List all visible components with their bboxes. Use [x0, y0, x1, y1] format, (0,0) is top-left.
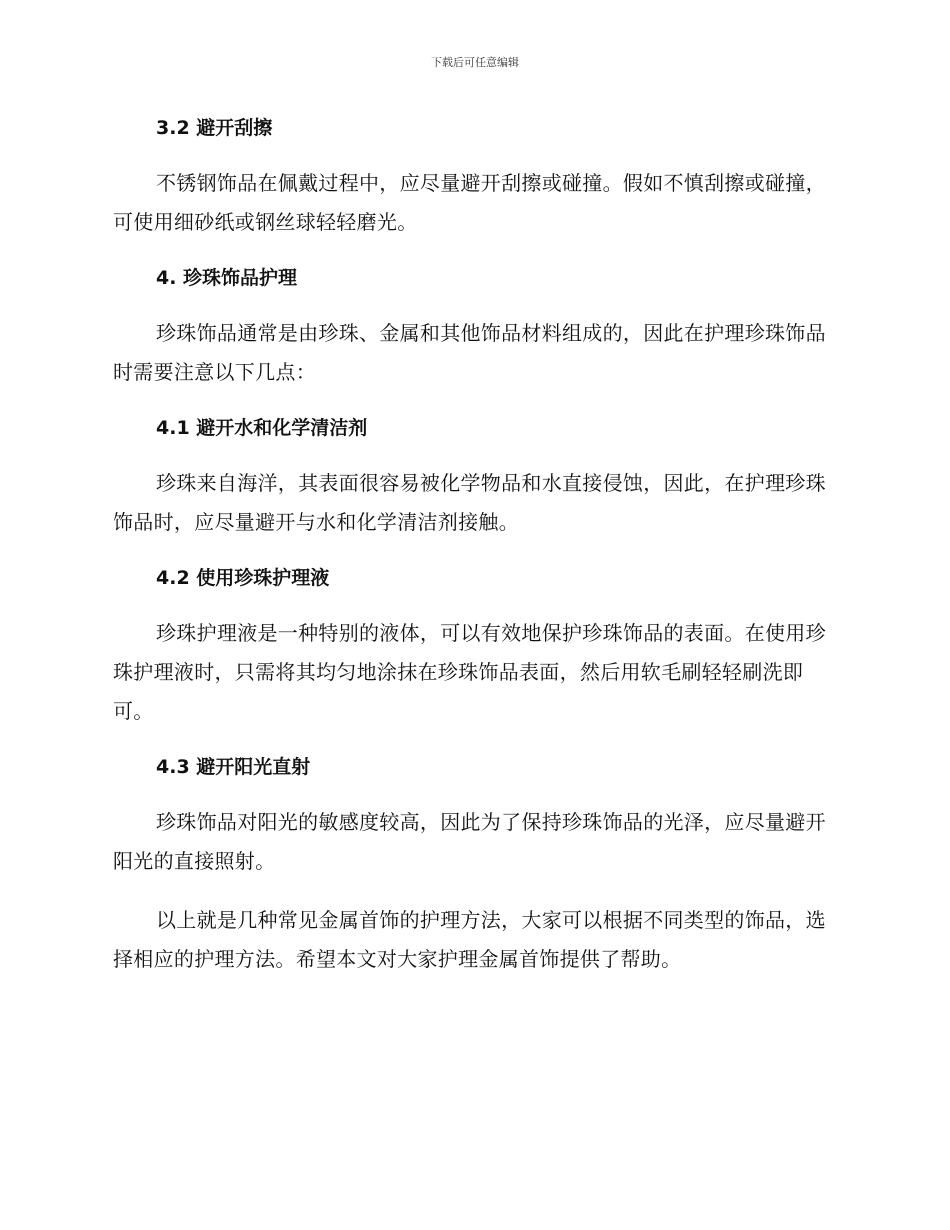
section-heading-4: 4. 珍珠饰品护理 — [156, 267, 298, 289]
paragraph-conclusion: 以上就是几种常见金属首饰的护理方法，大家可以根据不同类型的饰品，选择相应的护理方法。希望本文对大家护理金属首饰提供了帮助。 — [113, 908, 826, 971]
section-heading-3-2: 3.2 避开刮擦 — [156, 117, 273, 139]
paragraph-avoid-sunlight: 珍珠饰品对阳光的敏感度较高，因此为了保持珍珠饰品的光泽，应尽量避开阳光的直接照射。 — [113, 810, 826, 873]
section-heading-4-2: 4.2 使用珍珠护理液 — [156, 567, 330, 589]
paragraph-avoid-water-chemicals: 珍珠来自海洋，其表面很容易被化学物品和水直接侵蚀，因此，在护理珍珠饰品时，应尽量避开与水和化学清洁剂接触。 — [113, 471, 826, 534]
section-heading-4-1: 4.1 避开水和化学清洁剂 — [156, 417, 368, 439]
section-heading-4-3: 4.3 避开阳光直射 — [156, 756, 311, 778]
paragraph-pearl-care-intro: 珍珠饰品通常是由珍珠、金属和其他饰品材料组成的，因此在护理珍珠饰品时需要注意以下几点： — [113, 321, 826, 384]
document-body — [113, 112, 838, 999]
page-header: 下载后可任意编辑 — [431, 56, 519, 69]
paragraph-pearl-care-liquid: 珍珠护理液是一种特别的液体，可以有效地保护珍珠饰品的表面。在使用珍珠护理液时，只需将其均匀地涂抹在珍珠饰品表面，然后用软毛刷轻轻刷洗即可。 — [113, 621, 826, 723]
paragraph-avoid-scratch: 不锈钢饰品在佩戴过程中，应尽量避开刮擦或碰撞。假如不慎刮擦或碰撞，可使用细砂纸或钢丝球轻轻磨光。 — [113, 171, 826, 234]
